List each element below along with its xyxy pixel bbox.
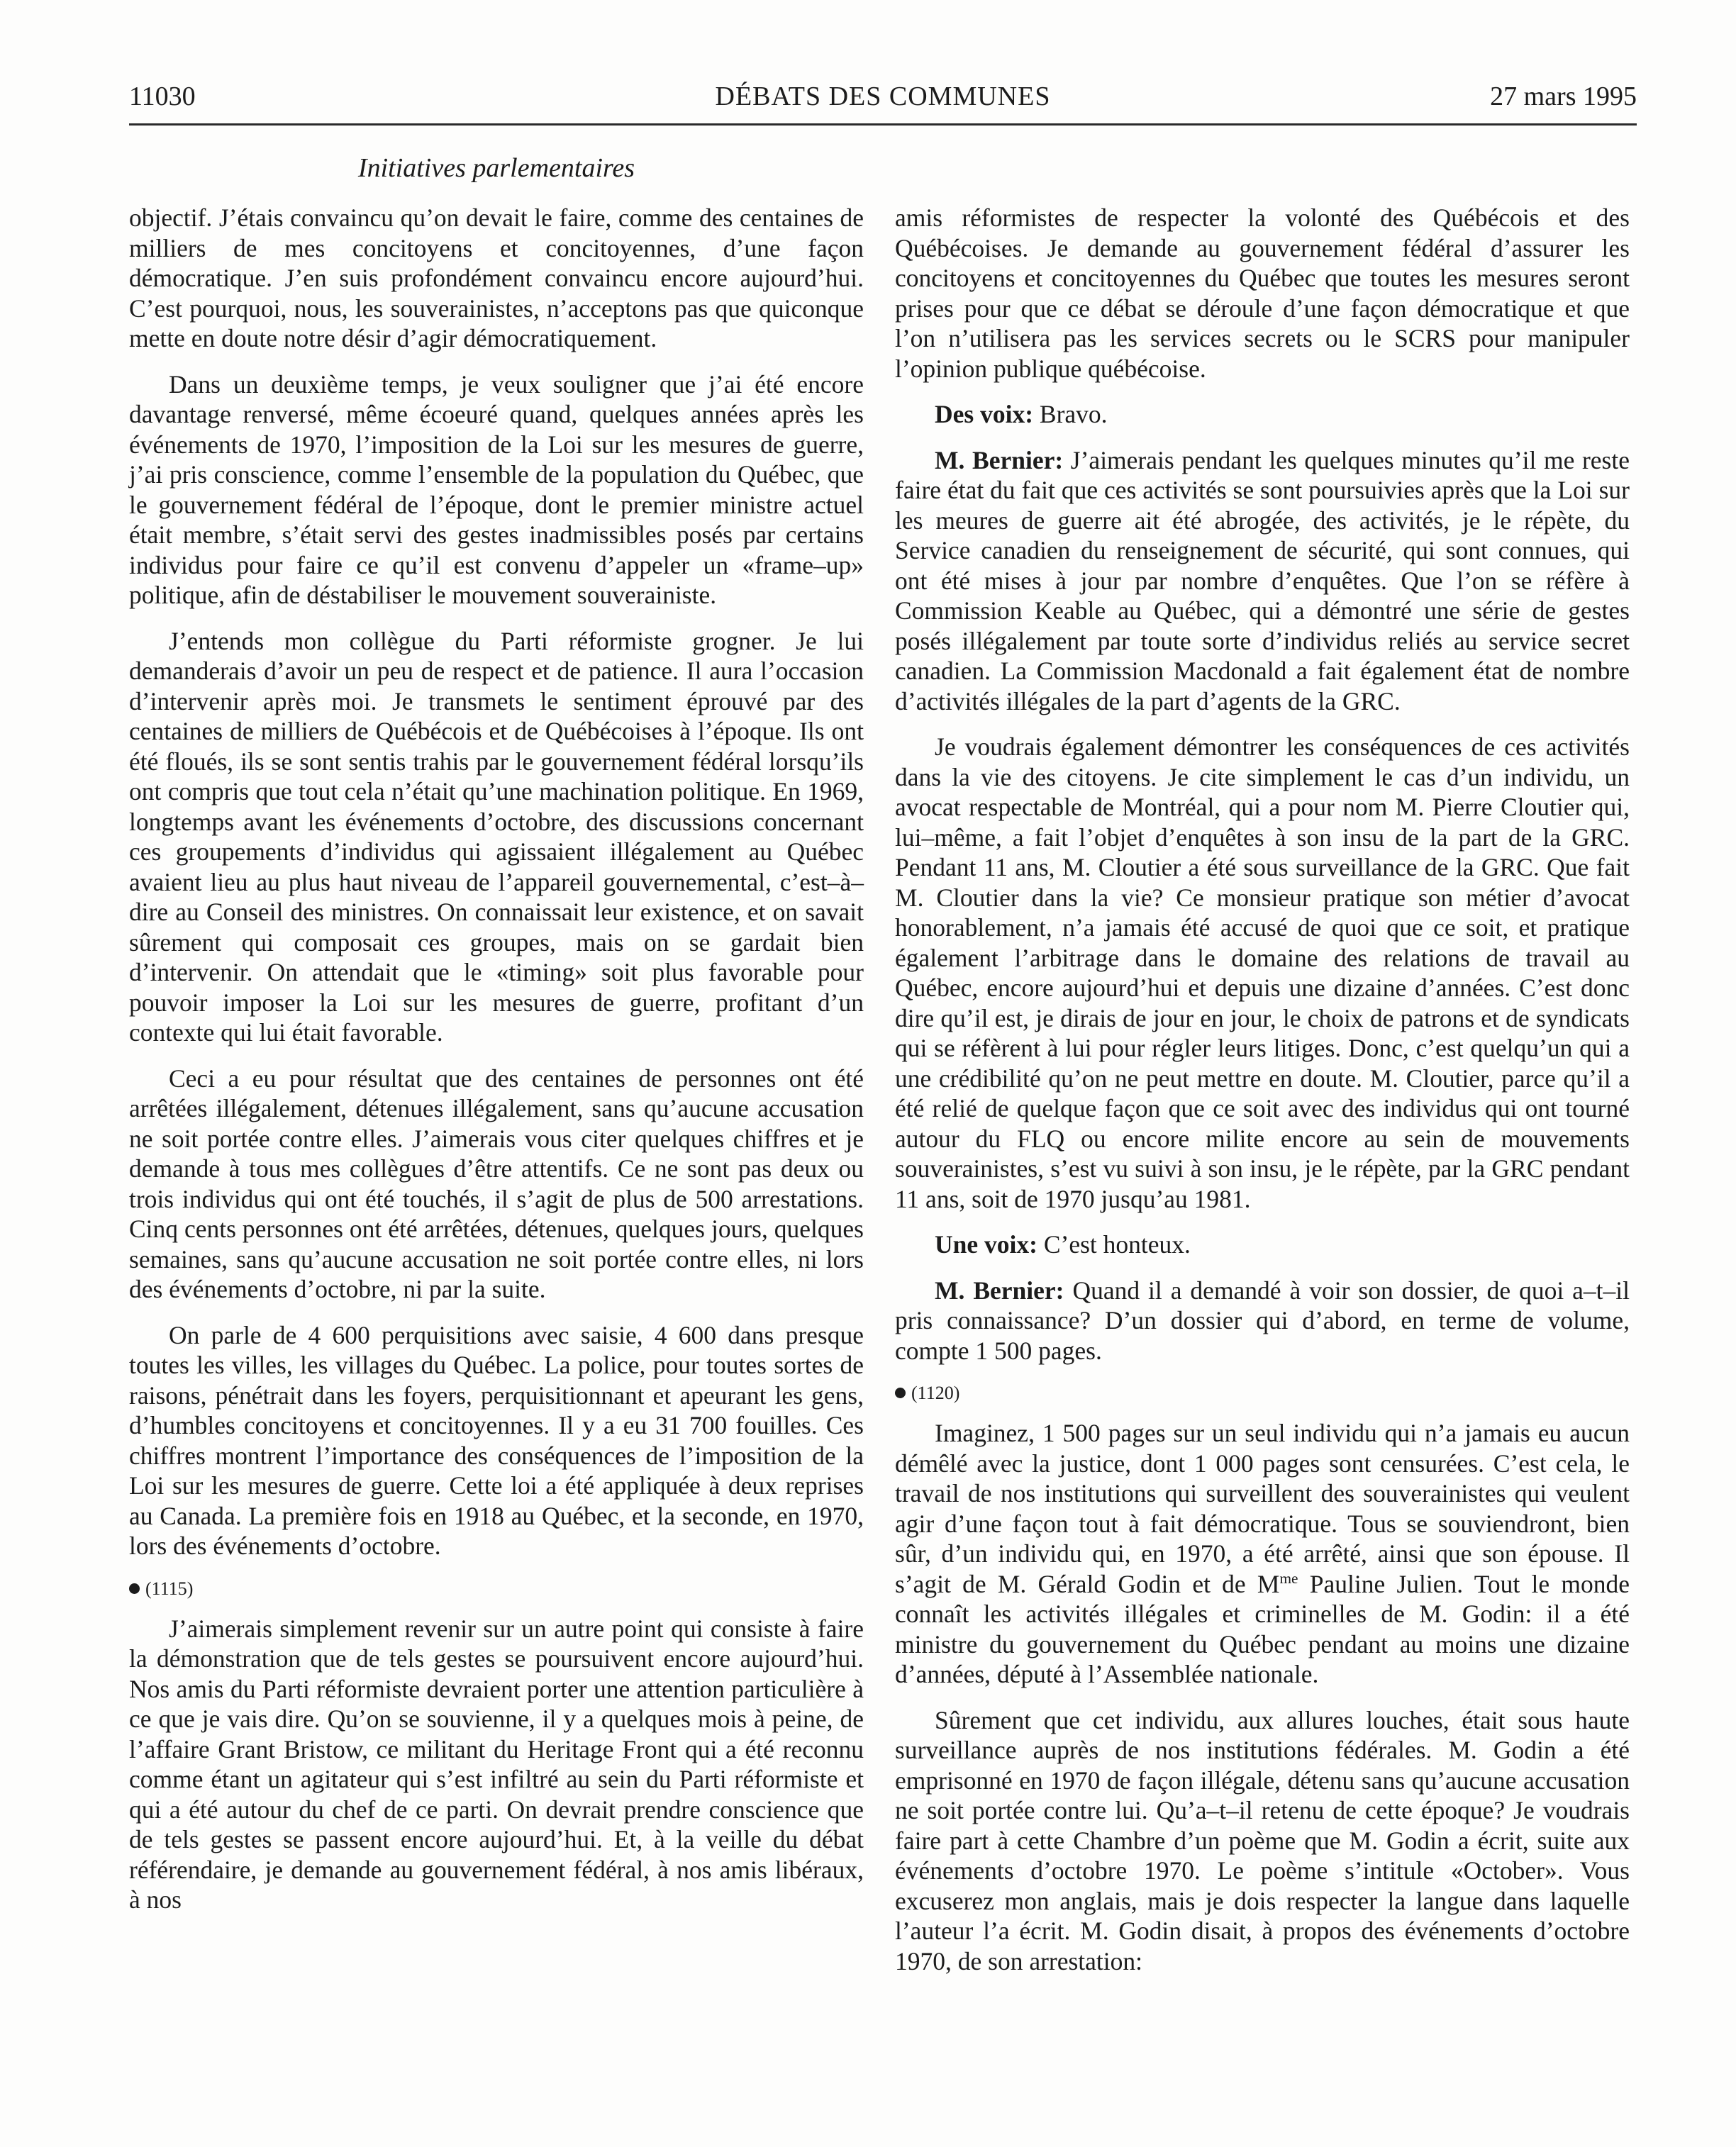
paragraph <box>895 1418 1630 1690</box>
speech <box>895 445 1630 717</box>
paragraph: Ceci a eu pour résultat que des centaines de personnes ont été arrêtées illégalement, détenues illégalement, sans qu’aucune accusation ne soit portée contre elles. J’aimerais vous citer quelques chiffres et je demande à tous mes collègues d’être attentifs. Ce ne sont pas deux ou trois individus qui ont été touchés, il s’agit de plus de 500 arrestations. Cinq cents personnes ont été arrêtées, détenues, quelques jours, quelques semaines, sans qu’aucune accusation ne soit portée contre elles, ni lors des événements d’octobre, ni par la suite. <box>129 1064 864 1303</box>
left-column <box>129 203 864 1931</box>
paragraph: amis réformistes de respecter la volonté des Québécois et des Québécoises. Je demande au gouvernement fédéral d’assurer les concitoyens et concitoyennes du Québec que toutes les mesures seront prises pour que ce débat se déroule d’une façon démocratique et que l’on n’utilisera pas les services secrets ou le SCRS pour manipuler l’opinion publique québécoise. <box>895 203 1630 383</box>
paragraph-text: Pauline Julien. Tout le monde connaît les activités illégales et criminelles de M. Godin: il a été ministre du gouvernement du Québec pendant au moins une dizaine d’années, député à l’Assemblée nationale. <box>895 1569 1630 1688</box>
paragraph: J’entends mon collègue du Parti réformiste grogner. Je lui demanderais d’avoir un peu de respect et de patience. Il aura l’occasion d’intervenir après moi. Je transmets le sentiment éprouvé par des centaines de milliers de Québécois et de Québécoises à l’époque. Ils ont été floués, ils se sont sentis trahis par le gouvernement fédéral lorsqu’ils ont compris que tout cela n’était qu’une machination politique. En 1969, longtemps avant les événements d’octobre, des discussions concernant ces groupements d’individus qui agissaient illégalement au Québec avaient lieu au plus haut niveau de l’appareil gouvernemental, c’est–à–dire au Conseil des ministres. On connaissait leur existence, et on savait sûrement qui composait ces groupes, mais on se gardait bien d’intervenir. On attendait que le «timing» soit plus favorable pour pouvoir imposer la Loi sur les mesures de guerre, profitant d’un contexte qui lui était favorable. <box>129 626 864 1047</box>
paragraph: J’aimerais simplement revenir sur un autre point qui consiste à faire la démonstration que de tels gestes se poursuivent encore aujourd’hui. Nos amis du Parti réformiste devraient porter une attention particulière à ce que je vais dire. Qu’on se souvienne, il y a quelques mois à peine, de l’affaire Grant Bristow, ce militant du Heritage Front qui a été reconnu comme étant un agitateur qui s’est infiltré au sein du Parti réformiste et qui a été autour du chef de ce parti. On devrait prendre conscience que de tels gestes se passent encore aujourd’hui. Et, à la veille du débat référendaire, je demande au gouvernement fédéral, à nos amis libéraux, à nos <box>129 1614 864 1914</box>
speech-text: Quand il a demandé à voir son dossier, de quoi a–t–il pris connaissance? D’un dossier qui d’abord, en terme de volume, compte 1 500 pages. <box>895 1276 1630 1365</box>
time-marker <box>129 1577 864 1601</box>
paragraph: Sûrement que cet individu, aux allures louches, était sous haute surveillance auprès de nos institutions fédérales. M. Godin a été emprisonné en 1970 de façon illégale, détenu sans qu’aucune accusation ne soit portée contre lui. Qu’a–t–il retenu de cette époque? Je voudrais faire part à cette Chambre d’un poème que M. Godin a écrit, suite aux événements d’octobre 1970. Le poème s’intitule «October». Vous excuserez mon anglais, mais je dois respecter la langue dans laquelle l’auteur l’a écrit. M. Godin disait, à propos des événements d’octobre 1970, de son arrestation: <box>895 1705 1630 1975</box>
speech <box>895 1276 1630 1366</box>
superscript: me <box>1279 1569 1298 1587</box>
paragraph: objectif. J’étais convaincu qu’on devait le faire, comme des centaines de milliers de mes concitoyens et concitoyennes, d’une façon démocratique. J’en suis profondément convaincu encore aujourd’hui. C’est pourquoi, nous, les souverainistes, n’acceptons pas que quiconque mette en doute notre désir d’agir démocratiquement. <box>129 203 864 352</box>
paragraph: Je voudrais également démontrer les conséquences de ces activités dans la vie des citoyens. Je cite simplement le cas d’un individu, un avocat respectable de Montréal, qui a pour nom M. Pierre Cloutier qui, lui–même, a fait l’objet d’enquêtes à son insu de la part de la GRC. Pendant 11 ans, M. Cloutier a été sous surveillance de la GRC. Que fait M. Cloutier dans la vie? Ce monsieur pratique son métier d’avocat honorablement, n’a jamais été accusé de quoi que ce soit, et pratique également l’arbitrage dans le domaine des relations de travail au Québec, encore aujourd’hui et depuis une dizaine d’années. C’est donc dire qu’il est, je dirais de jour en jour, le choix de patrons et de syndicats qui se réfèrent à lui pour régler leurs litiges. Donc, c’est quelqu’un qui a une crédibilité qu’on ne peut mettre en doute. M. Cloutier, parce qu’il a été relié de quelque façon que ce soit avec des individus qui ont tourné autour du FLQ ou encore milite encore au sein de mouvements souverainistes, s’est vu suivi à son insu, je le répète, par la GRC pendant 11 ans, soit de 1970 jusqu’au 1981. <box>895 732 1630 1213</box>
speech-text: C’est honteux. <box>1037 1230 1191 1259</box>
paragraph-text: Imaginez, 1 500 pages sur un seul individu qui n’a jamais eu aucun démêlé avec la justice, dont 1 000 pages sont censurées. C’est cela, le travail de nos institutions qui surveillent des souverainistes qui veulent agir d’une façon tout à fait démocratique. Tous se souviendront, bien sûr, d’un individu qui, en 1970, a été arrêté, ainsi que son épouse. Il s’agit de M. Gérald Godin et de M <box>895 1419 1630 1598</box>
page-number: 11030 <box>129 82 196 111</box>
right-column <box>895 203 1630 1992</box>
publication-title: DÉBATS DES COMMUNES <box>715 82 1051 111</box>
time-marker-label: (1115) <box>145 1578 194 1599</box>
speaker-name: Des voix: <box>935 400 1034 428</box>
speaker-name: M. Bernier: <box>935 445 1064 474</box>
page-header <box>129 79 1637 126</box>
speech-text: Bravo. <box>1033 400 1108 428</box>
bullet-icon <box>895 1388 906 1398</box>
time-marker <box>895 1381 1630 1405</box>
speech <box>895 399 1630 430</box>
paragraph: On parle de 4 600 perquisitions avec saisie, 4 600 dans presque toutes les villes, les villages du Québec. La police, pour toutes sortes de raisons, pénétrait dans les foyers, perquisitionnant et apeurant les gens, d’humbles concitoyens et concitoyennes. Il y a eu 31 700 fouilles. Ces chiffres montrent l’importance des conséquences de l’imposition de la Loi sur les mesures de guerre. Cette loi a été appliquée à deux reprises au Canada. La première fois en 1918 au Québec, et la seconde, en 1970, lors des événements d’octobre. <box>129 1320 864 1560</box>
time-marker-label: (1120) <box>911 1383 960 1403</box>
speech-text: J’aimerais pendant les quelques minutes qu’il me reste faire état du fait que ces activités se sont poursuivies après que la Loi sur les meures de guerre ait été abrogée, des activités, je le répète, du Service canadien du renseignement de sécurité, qui sont connues, qui ont été mises à jour par nombre d’enquêtes. Que l’on se réfère à Commission Keable au Québec, qui a démontré une série de gestes posés illégalement par toute sorte d’individus reliés au service secret canadien. La Commission Macdonald a fait également état de nombre d’activités illégales de la part d’agents de la GRC. <box>895 445 1630 715</box>
paragraph: Dans un deuxième temps, je veux souligner que j’ai été encore davantage renversé, même écoeuré quand, quelques années après les événements de 1970, l’imposition de la Loi sur les mesures de guerre, j’ai pris conscience, comme l’ensemble de la population du Québec, que le gouvernement fédéral de l’époque, dont le premier ministre actuel était membre, s’était servi des gestes inadmissibles posés par certains individus pour faire ce qu’il est convenu d’appeler un «frame–up» politique, afin de déstabiliser le mouvement souverainiste. <box>129 369 864 609</box>
speaker-name: Une voix: <box>935 1230 1037 1259</box>
section-heading: Initiatives parlementaires <box>357 153 635 183</box>
speaker-name: M. Bernier: <box>935 1276 1064 1305</box>
publication-date: 27 mars 1995 <box>1490 82 1637 111</box>
speech <box>895 1229 1630 1260</box>
bullet-icon <box>129 1583 140 1594</box>
